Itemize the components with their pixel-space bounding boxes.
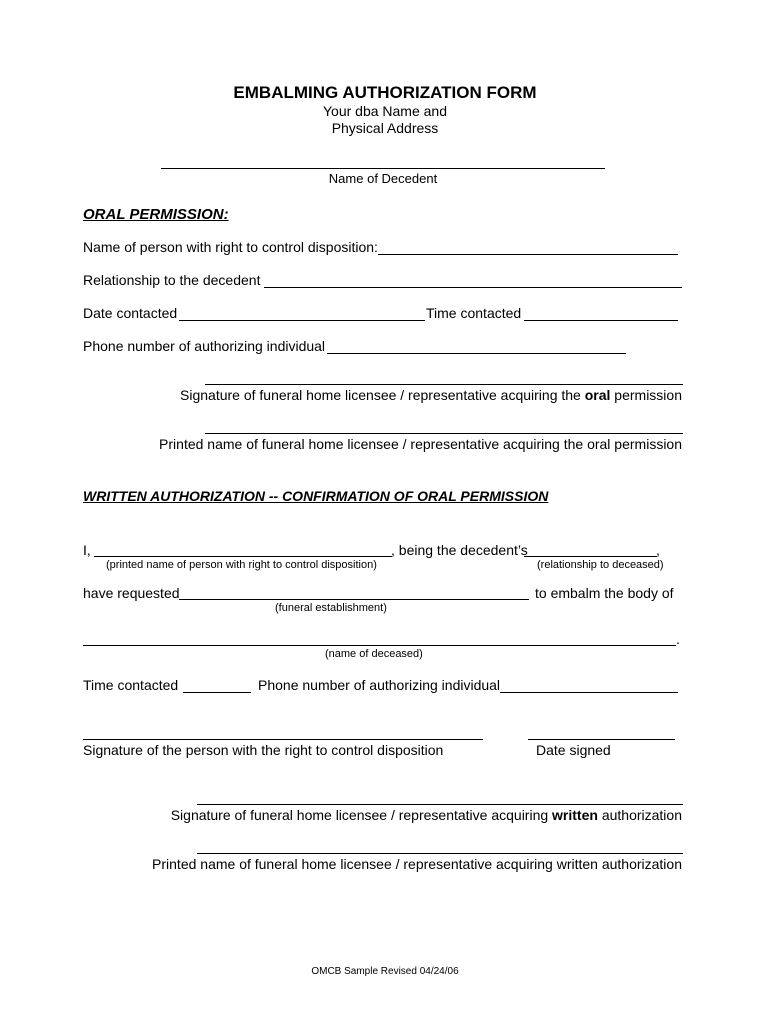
form-title: EMBALMING AUTHORIZATION FORM [233, 83, 537, 102]
written-licensee-signature-line[interactable] [197, 804, 683, 805]
relationship-to-deceased-field[interactable] [524, 556, 657, 557]
date-contacted-label: Date contacted [83, 305, 178, 321]
decedent-name-line[interactable] [161, 168, 605, 169]
relationship-field[interactable] [264, 287, 682, 288]
written-authorization-heading: WRITTEN AUTHORIZATION -- CONFIRMATION OF ORAL PERMISSION [83, 488, 549, 504]
funeral-establishment-field[interactable] [179, 599, 529, 600]
person-signature-label: Signature of the person with the right to control disposition [83, 742, 444, 758]
period: . [676, 631, 680, 647]
date-signed-line[interactable] [528, 739, 675, 740]
person-right-field[interactable] [378, 254, 678, 255]
decedent-name-label: Name of Decedent [328, 171, 438, 186]
oral-printed-name-line[interactable] [205, 433, 683, 434]
relationship-label: Relationship to the decedent [83, 272, 261, 288]
date-signed-label: Date signed [536, 742, 611, 758]
written-phone-field[interactable] [500, 692, 678, 693]
to-embalm-label: to embalm the body of [535, 585, 674, 601]
dba-name-line: Your dba Name and [322, 103, 448, 119]
written-licensee-printed-name-line[interactable] [197, 853, 683, 854]
written-time-contacted-field[interactable] [183, 692, 251, 693]
phone-label: Phone number of authorizing individual [83, 338, 326, 354]
printed-name-field[interactable] [94, 556, 392, 557]
person-right-label: Name of person with right to control disposition: [83, 239, 378, 255]
comma: , [656, 542, 660, 558]
written-licensee-printed-name-label: Printed name of funeral home licensee / representative acquiring written authorization [152, 856, 682, 872]
physical-address-line: Physical Address [331, 120, 439, 136]
deceased-name-hint: (name of deceased) [325, 648, 423, 660]
person-signature-line[interactable] [83, 739, 483, 740]
written-licensee-signature-label: Signature of funeral home licensee / representative acquiring written authorization [170, 807, 682, 823]
funeral-establishment-hint: (funeral establishment) [275, 602, 387, 614]
oral-signature-label: Signature of funeral home licensee / representative acquiring the oral permission [180, 387, 682, 403]
printed-name-hint: (printed name of person with right to control disposition) [106, 559, 377, 571]
time-contacted-label: Time contacted [426, 305, 522, 321]
being-decedents-label: , being the decedent’s [391, 542, 528, 558]
phone-field[interactable] [327, 353, 626, 354]
date-contacted-field[interactable] [179, 320, 425, 321]
oral-printed-name-label: Printed name of funeral home licensee / representative acquiring the oral permission [159, 436, 682, 452]
oral-permission-heading: ORAL PERMISSION: [83, 206, 229, 223]
time-contacted-field[interactable] [524, 320, 678, 321]
i-label: I, [83, 542, 91, 558]
revision-footer: OMCB Sample Revised 04/24/06 [311, 966, 459, 977]
written-time-contacted-label: Time contacted [83, 677, 179, 693]
relationship-hint: (relationship to deceased) [537, 559, 664, 571]
deceased-name-field[interactable] [83, 645, 676, 646]
oral-signature-line[interactable] [205, 384, 683, 385]
have-requested-label: have requested [83, 585, 180, 601]
written-phone-label: Phone number of authorizing individual [258, 677, 501, 693]
